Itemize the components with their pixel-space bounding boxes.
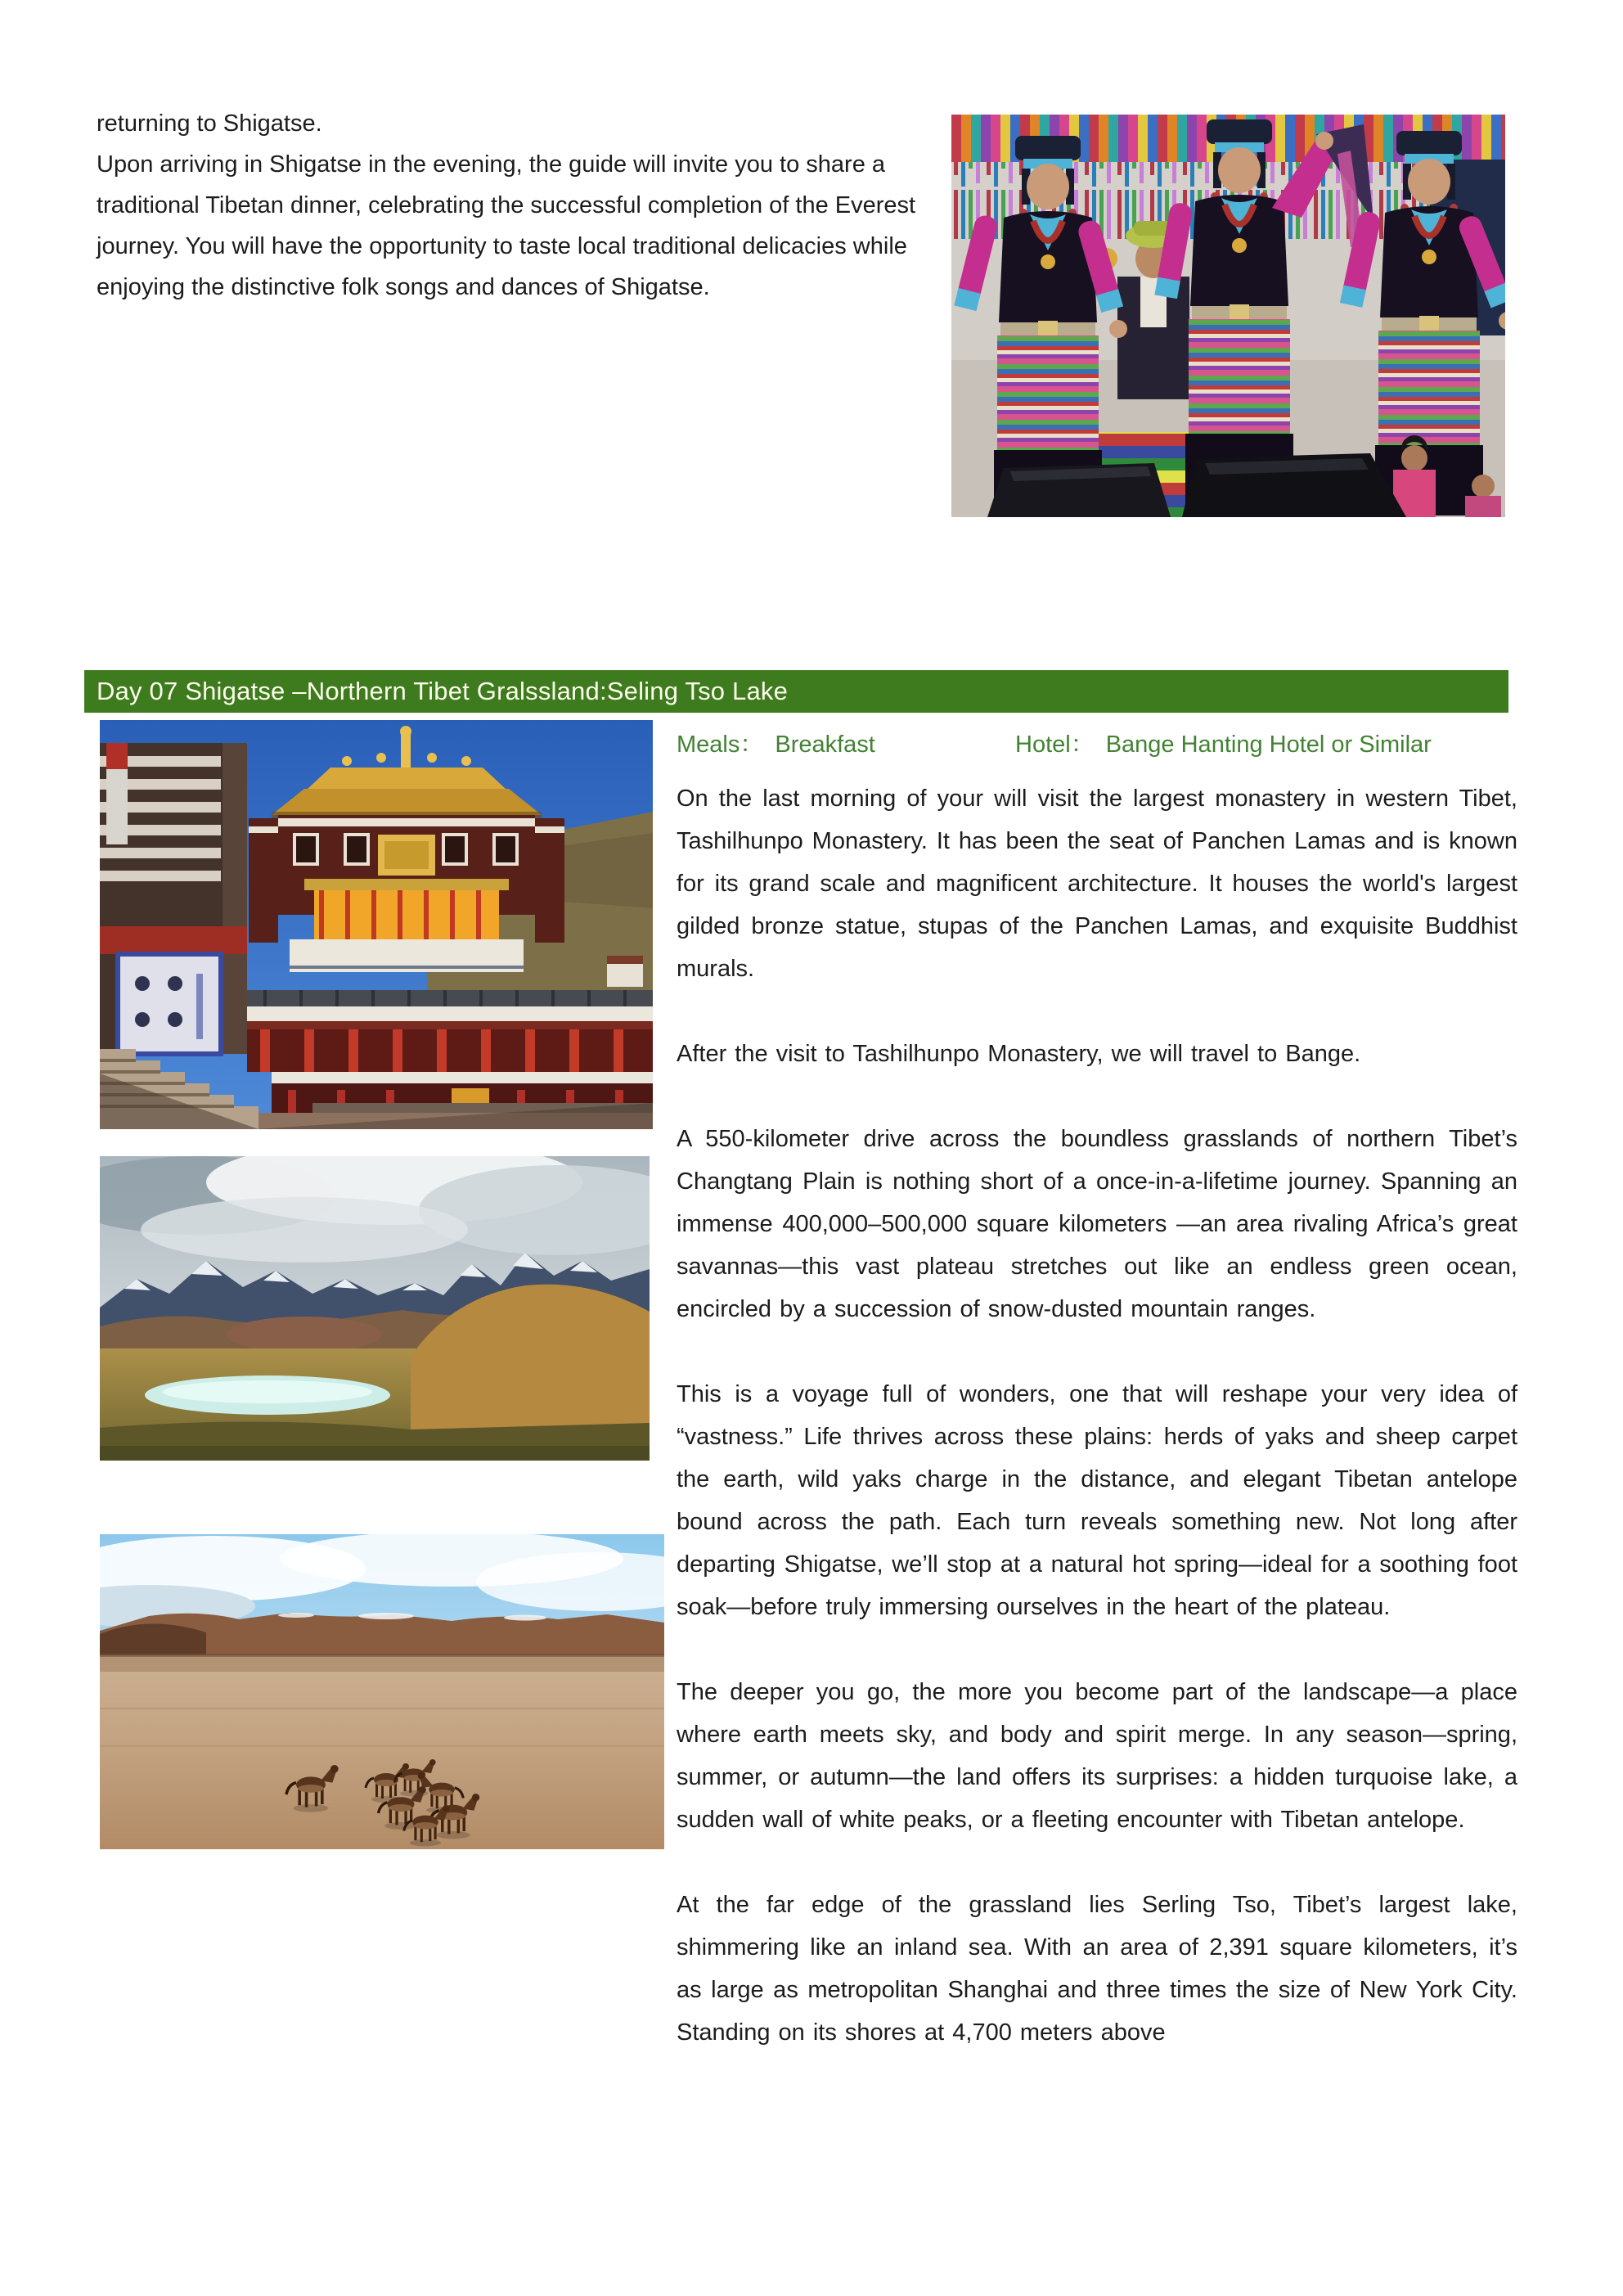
intro-line: returning to Shigatse. [97, 110, 322, 137]
day-heading-title: Day 07 Shigatse –Northern Tibet Gralssland:Seling Tso Lake [97, 677, 789, 705]
meals-label: Meals： [677, 732, 764, 758]
photo-tibetan-dancers [951, 115, 1505, 517]
paragraph-drive: A 550-kilometer drive across the boundless grasslands of northern Tibet’s Changtang Plain is nothing short of a once-in-a-lifetime journey. Spanning an immense 400,000–500,000 square kilometers —an area rivaling Africa’s great savannas—this vast plateau stretches out like an endless green ocean, encircled by a succession of snow-dusted mountain ranges. [677, 1126, 1517, 1322]
paragraph-monastery: On the last morning of your will visit the largest monastery in western Tibet, Tashilhunpo Monastery. It has been the seat of Panchen Lamas and is known for its grand scale and magnificent architecture. It houses the world's largest gilded bronze statue, stupas of the Panchen Lamas, and exquisite Buddhist murals. [677, 786, 1517, 982]
tibetan-dancers-illustration [951, 115, 1505, 517]
paragraph-travel-to-bange: After the visit to Tashilhunpo Monastery, we will travel to Bange. [677, 1041, 1361, 1067]
hotel-value: Bange Hanting Hotel or Similar [1105, 732, 1432, 758]
day7-description-column [677, 723, 1517, 2096]
photo-wild-kiangs [100, 1534, 664, 1849]
paragraph-voyage: This is a voyage full of wonders, one that will reshape your very idea of “vastness.” Life thrives across these plains: herds of yaks and sheep carpet the earth, wild yaks charge in the distance, and elegant Tibetan antelope bound across the path. Each turn reveals something new. Not long after departing Shigatse, we’ll stop at a natural hot spring—ideal for a soothing foot soak—before truly immersing ourselves in the heart of the plateau. [677, 1381, 1517, 1620]
day-heading-banner [84, 670, 1508, 713]
intro-body: Upon arriving in Shigatse in the evening, the guide will invite you to share a traditional Tibetan dinner, celebrating the successful completion of the Everest journey. You will have the opportunity to taste local traditional delicacies while enjoying the distinctive folk songs and dances of Shigatse. [97, 151, 916, 300]
meals-value: Breakfast [775, 732, 875, 758]
meals-hotel-row [677, 723, 1517, 766]
photo-changtang-grassland [100, 1156, 650, 1461]
grassland-illustration [100, 1156, 650, 1461]
hotel-label: Hotel： [1015, 732, 1095, 758]
paragraph-landscape: The deeper you go, the more you become part of the landscape—a place where earth meets sky, and body and spirit merge. In any season—spring, summer, or autumn—the land offers its surprises: a hidden turquoise lake, a sudden wall of white peaks, or a fleeting encounter with Tibetan antelope. [677, 1679, 1517, 1833]
monastery-illustration [100, 720, 653, 1129]
paragraph-serling-tso: At the far edge of the grassland lies Serling Tso, Tibet’s largest lake, shimmering like an inland sea. With an area of 2,391 square kilometers, it’s as large as metropolitan Shanghai and three times the size of New York City. Standing on its shores at 4,700 meters above [677, 1892, 1517, 2046]
photo-tashilhunpo-monastery [100, 720, 653, 1129]
kiang-plain-illustration [100, 1534, 664, 1849]
intro-paragraph-block [97, 103, 933, 308]
hotel-pair [1015, 723, 1432, 766]
